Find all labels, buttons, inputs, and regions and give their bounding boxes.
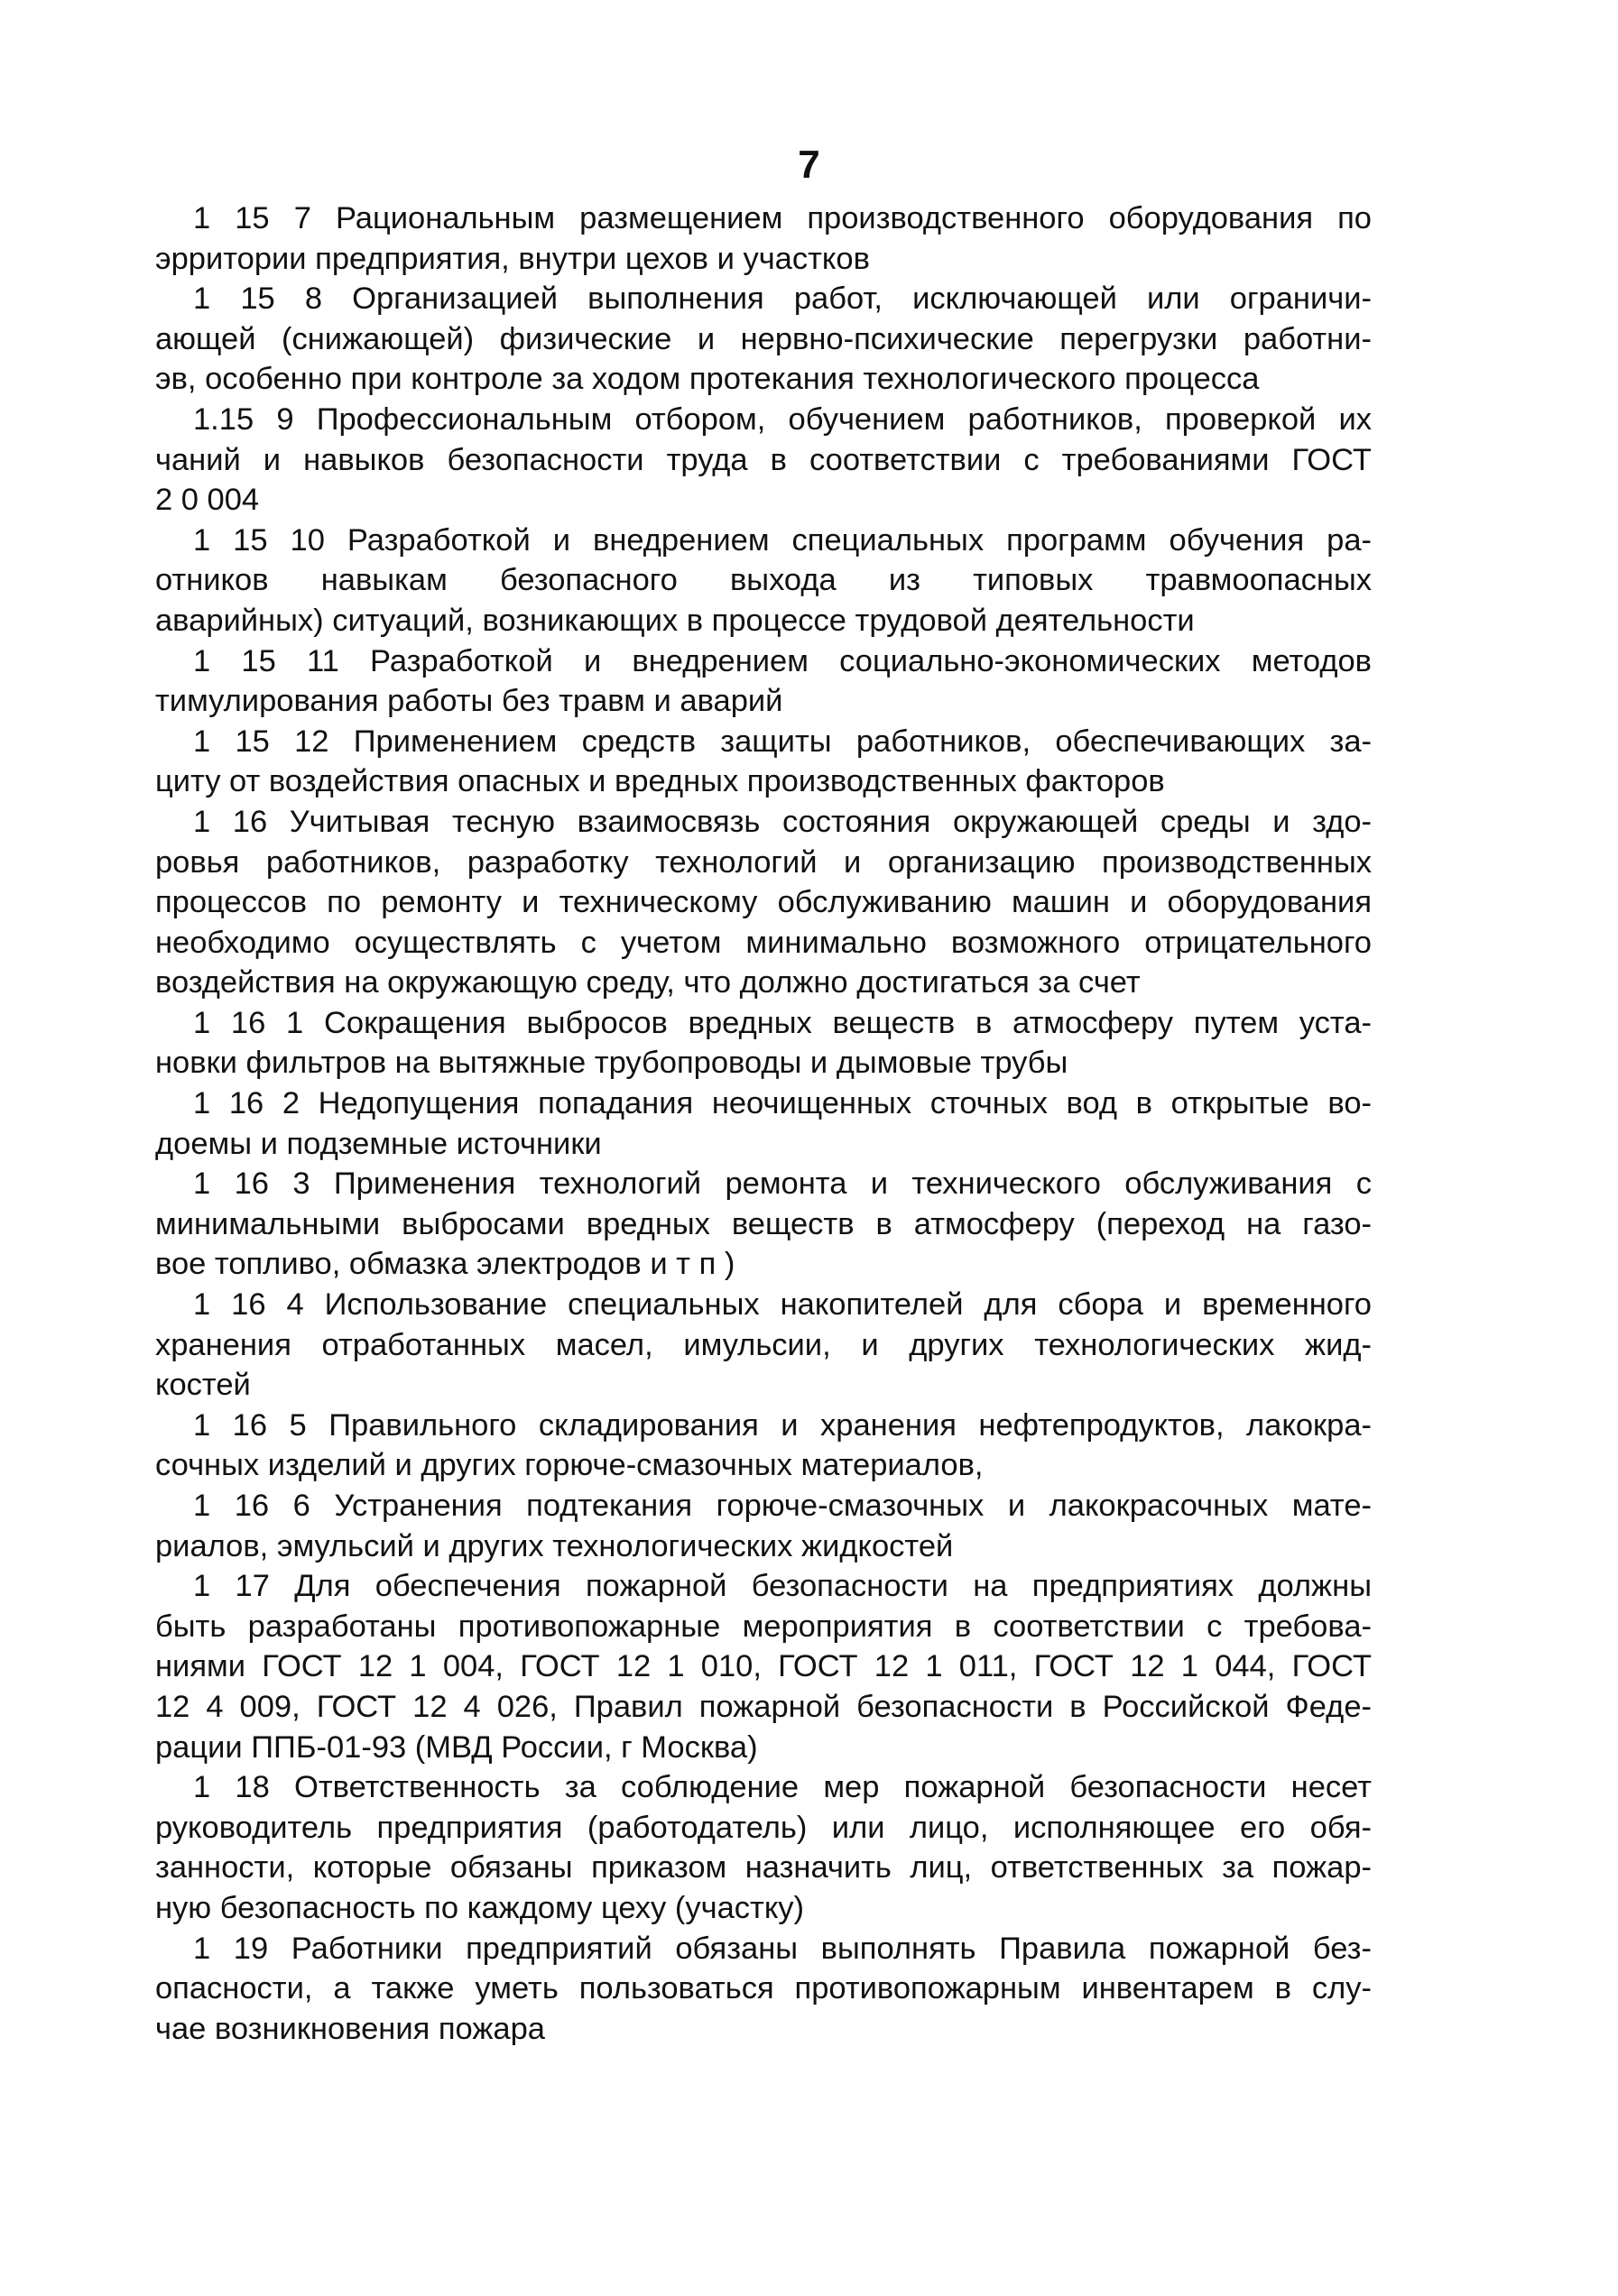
text-line: 2 0 004 bbox=[155, 483, 260, 518]
paragraph bbox=[155, 1003, 1410, 1083]
paragraph bbox=[155, 641, 1410, 722]
paragraph bbox=[155, 521, 1410, 641]
text-line: 1 16 3 Применения технологий ремонта и технического обслуживания с bbox=[193, 1166, 1372, 1202]
text-line: 1 16 6 Устранения подтекания горюче-смазочных и лакокрасочных мате- bbox=[193, 1489, 1372, 1523]
text-line: 1 18 Ответственность за соблюдение мер пожарной безопасности несет bbox=[193, 1770, 1372, 1805]
text-line: 1 16 4 Использование специальных накопителей для сбора и временного bbox=[193, 1287, 1372, 1323]
text-line: 1 19 Работники предприятий обязаны выполнять Правила пожарной без- bbox=[193, 1931, 1372, 1966]
paragraph bbox=[155, 1406, 1410, 1486]
text-line: отников навыкам безопасного выхода из типовых травмоопасных bbox=[155, 563, 1372, 598]
paragraph bbox=[155, 198, 1410, 279]
text-line: чаний и навыков безопасности труда в соответствии с требованиями ГОСТ bbox=[155, 442, 1372, 477]
text-line: 1 16 Учитывая тесную взаимосвязь состояния окружающей среды и здо- bbox=[193, 804, 1372, 839]
text-line: эв, особенно при контроле за ходом протекания технологического процесса bbox=[155, 362, 1260, 397]
text-line: быть разработаны противопожарные мероприятия в соответствии с требова- bbox=[155, 1609, 1372, 1644]
text-line: 1 16 1 Сокращения выбросов вредных веществ в атмосферу путем уста- bbox=[193, 1005, 1372, 1040]
text-line: 12 4 009, ГОСТ 12 4 026, Правил пожарной безопасности в Российской Феде- bbox=[155, 1689, 1372, 1724]
paragraph bbox=[155, 802, 1410, 1003]
text-line: минимальными выбросами вредных веществ в атмосферу (переход на газо- bbox=[155, 1206, 1372, 1241]
paragraph bbox=[155, 1164, 1410, 1285]
paragraph bbox=[155, 1083, 1410, 1164]
paragraph bbox=[155, 722, 1410, 802]
text-line: новки фильтров на вытяжные трубопроводы и дымовые трубы bbox=[155, 1046, 1068, 1081]
text-line: костей bbox=[155, 1368, 251, 1403]
text-line: воздействия на окружающую среду, что должно достигаться за счет bbox=[155, 965, 1141, 1000]
text-line: 1 15 8 Организацией выполнения работ, исключающей или ограничи- bbox=[193, 281, 1372, 317]
text-line: чае возникновения пожара bbox=[155, 2011, 545, 2046]
paragraph bbox=[155, 400, 1410, 521]
text-line: хранения отработанных масел, имульсии, и других технологических жид- bbox=[155, 1327, 1372, 1362]
text-line: ниями ГОСТ 12 1 004, ГОСТ 12 1 010, ГОСТ 12 1 011, ГОСТ 12 1 044, ГОСТ bbox=[155, 1649, 1372, 1684]
text-line: вое топливо, обмазка электродов и т п ) bbox=[155, 1247, 735, 1282]
paragraph bbox=[155, 1566, 1410, 1767]
paragraph bbox=[155, 279, 1410, 400]
text-line: риалов, эмульсий и других технологических жидкостей bbox=[155, 1528, 954, 1563]
text-line: сочных изделий и других горюче-смазочных материалов, bbox=[155, 1448, 984, 1483]
text-line: 1 15 10 Разработкой и внедрением специальных программ обучения ра- bbox=[193, 522, 1372, 558]
text-line: тимулирования работы без травм и аварий bbox=[155, 684, 783, 719]
text-line: процессов по ремонту и техническому обслуживанию машин и оборудования bbox=[155, 885, 1372, 920]
text-line: ровья работников, разработку технологий и организацию производственных bbox=[155, 844, 1372, 880]
text-line: руководитель предприятия (работодатель) или лицо, исполняющее его обя- bbox=[155, 1810, 1372, 1845]
text-line: 1 16 5 Правильного складирования и хранения нефтепродуктов, лакокра- bbox=[193, 1407, 1372, 1443]
paragraph bbox=[155, 1767, 1410, 1928]
text-line: 1.15 9 Профессиональным отбором, обучением работников, проверкой их bbox=[193, 401, 1372, 437]
page-number: 7 bbox=[798, 143, 820, 187]
text-line: опасности, а также уметь пользоваться противопожарным инвентарем в слу- bbox=[155, 1971, 1372, 2006]
paragraph bbox=[155, 1285, 1410, 1406]
text-line: ающей (снижающей) физические и нервно-психические перегрузки работни- bbox=[155, 321, 1372, 356]
text-line: аварийных) ситуаций, возникающих в процессе трудовой деятельности bbox=[155, 603, 1195, 638]
text-line: ную безопасность по каждому цеху (участку) bbox=[155, 1890, 805, 1925]
text-line: доемы и подземные источники bbox=[155, 1126, 602, 1161]
paragraph bbox=[155, 1486, 1410, 1566]
text-line: рации ППБ-01-93 (МВД России, г Москва) bbox=[155, 1729, 758, 1765]
text-line: 1 15 7 Рациональным размещением производственного оборудования по bbox=[193, 201, 1372, 235]
paragraph bbox=[155, 1929, 1410, 2050]
text-line: 1 16 2 Недопущения попадания неочищенных сточных вод в открытые во- bbox=[193, 1086, 1372, 1121]
text-line: 1 15 11 Разработкой и внедрением социально-экономических методов bbox=[193, 643, 1372, 678]
text-line: эрритории предприятия, внутри цехов и участков bbox=[155, 241, 870, 276]
text-line: 1 17 Для обеспечения пожарной безопасности на предприятиях должны bbox=[193, 1569, 1372, 1604]
text-line: 1 15 12 Применением средств защиты работников, обеспечивающих за- bbox=[193, 724, 1372, 759]
text-line: занности, которые обязаны приказом назначить лиц, ответственных за пожар- bbox=[155, 1850, 1372, 1886]
document-body bbox=[155, 198, 1410, 2049]
text-line: циту от воздействия опасных и вредных производственных факторов bbox=[155, 764, 1165, 799]
text-line: необходимо осуществлять с учетом минимально возможного отрицательного bbox=[155, 925, 1372, 960]
